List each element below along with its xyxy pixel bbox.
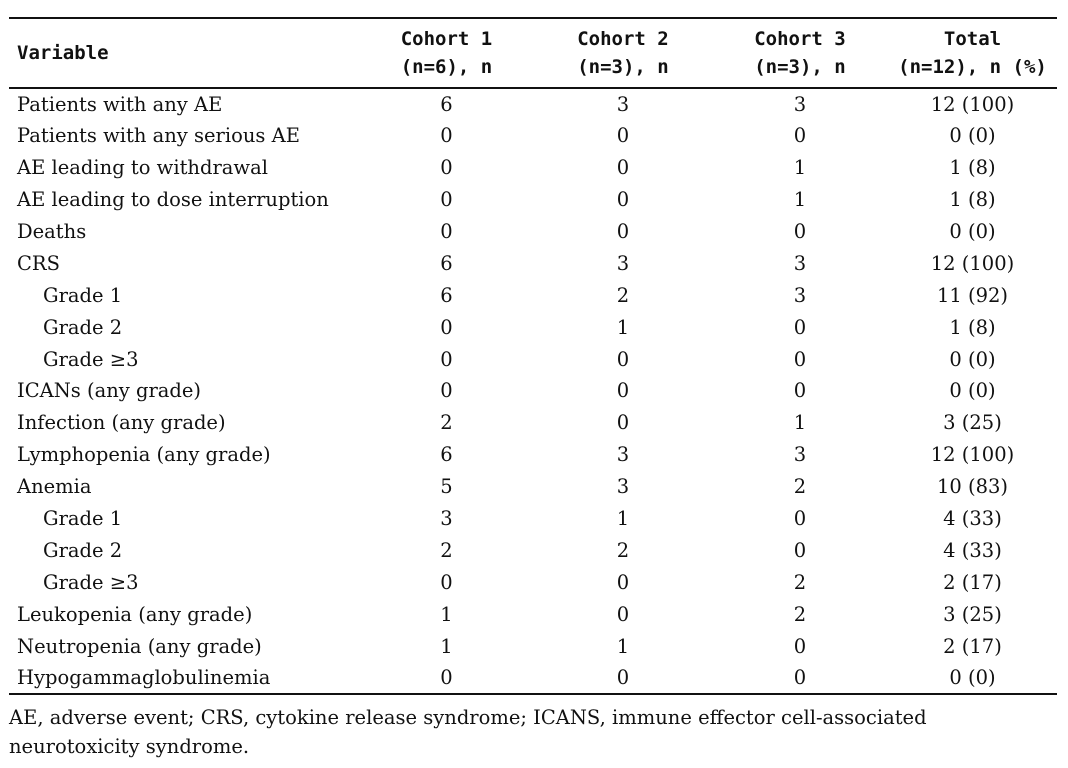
header-total-sub: (n=12), n (%) xyxy=(898,56,1047,78)
variable-cell: Grade ≥3 xyxy=(43,570,139,594)
header-cohort-3 xyxy=(712,18,888,88)
cohort-2-cell: 0 xyxy=(616,602,630,626)
cohort-3-cell: 0 xyxy=(793,634,807,658)
cohort-3-cell: 0 xyxy=(712,662,888,694)
cohort-1-cell: 0 xyxy=(440,347,453,371)
variable-cell: AE leading to dose interruption xyxy=(17,188,329,212)
cohort-2-cell: 0 xyxy=(616,570,630,594)
cohort-1-cell: 2 xyxy=(440,538,453,562)
cohort-3-cell: 3 xyxy=(793,443,807,467)
header-cohort-1 xyxy=(359,18,534,88)
variable-cell: Grade 2 xyxy=(43,538,123,562)
cohort-2-cell: 3 xyxy=(616,251,630,275)
cohort-1-cell: 0 xyxy=(440,124,453,148)
cohort-1-cell: 3 xyxy=(440,507,453,531)
variable-cell: Grade 1 xyxy=(43,507,123,531)
total-cell: 0 (0) xyxy=(949,379,996,403)
cohort-2-cell: 1 xyxy=(616,634,630,658)
cohort-2-cell: 0 xyxy=(616,156,630,180)
variable-cell: Hypogammaglobulinemia xyxy=(9,662,359,694)
cohort-3-cell: 3 xyxy=(793,251,807,275)
table-footnote: AE, adverse event; CRS, cytokine release syndrome; ICANS, immune effector cell-associated neurotoxicity syndrome. xyxy=(9,706,927,758)
cohort-3-cell: 2 xyxy=(793,602,807,626)
header-cohort-2-title: Cohort 2 xyxy=(577,28,669,50)
table-body xyxy=(9,88,1057,694)
cohort-1-cell: 0 xyxy=(440,315,453,339)
cohort-2-cell: 0 xyxy=(616,220,630,243)
header-cohort-2-sub: (n=3), n xyxy=(577,56,669,78)
cohort-1-cell: 6 xyxy=(440,443,453,467)
table-row xyxy=(9,566,1057,598)
table-row xyxy=(9,279,1057,311)
cohort-2-cell: 0 xyxy=(616,411,630,435)
cohort-2-cell: 3 xyxy=(616,443,630,467)
cohort-2-cell: 3 xyxy=(616,475,630,499)
variable-cell: AE leading to withdrawal xyxy=(17,156,268,180)
table-row xyxy=(9,247,1057,279)
cohort-3-cell: 0 xyxy=(793,315,807,339)
cohort-2-cell: 0 xyxy=(616,379,630,403)
variable-cell: Leukopenia (any grade) xyxy=(17,602,253,626)
cohort-1-cell: 0 xyxy=(440,220,453,243)
cohort-3-cell: 2 xyxy=(793,475,807,499)
header-row xyxy=(9,18,1057,88)
total-cell: 11 (92) xyxy=(936,283,1009,307)
cohort-3-cell: 1 xyxy=(793,411,807,435)
table-row xyxy=(9,311,1057,343)
cohort-1-cell: 0 xyxy=(440,379,453,403)
table-row xyxy=(9,184,1057,216)
table-row xyxy=(9,343,1057,375)
variable-cell: Grade 1 xyxy=(43,283,123,307)
cohort-3-cell: 2 xyxy=(793,570,807,594)
cohort-1-cell: 2 xyxy=(440,411,453,435)
cohort-1-cell: 6 xyxy=(440,283,453,307)
table-row xyxy=(9,120,1057,152)
variable-cell: CRS xyxy=(17,251,60,275)
cohort-2-cell: 2 xyxy=(616,538,630,562)
variable-cell: Grade 2 xyxy=(43,315,123,339)
cohort-2-cell: 1 xyxy=(616,507,630,531)
cohort-3-cell: 0 xyxy=(793,538,807,562)
total-cell: 0 (0) xyxy=(949,124,996,148)
table-row xyxy=(9,216,1057,248)
cohort-3-cell: 1 xyxy=(793,156,807,180)
header-total xyxy=(888,18,1057,88)
total-cell: 0 (0) xyxy=(949,347,996,371)
total-cell: 3 (25) xyxy=(943,602,1002,626)
cohort-1-cell: 0 xyxy=(440,188,453,212)
variable-cell: Patients with any serious AE xyxy=(17,124,300,148)
variable-cell: ICANs (any grade) xyxy=(17,379,202,403)
variable-cell: Grade ≥3 xyxy=(43,347,139,371)
cohort-1-cell: 1 xyxy=(440,602,453,626)
cohort-3-cell: 0 xyxy=(793,124,807,148)
variable-cell: Lymphopenia (any grade) xyxy=(17,443,271,467)
cohort-2-cell: 3 xyxy=(616,92,630,116)
header-cohort-2 xyxy=(534,18,712,88)
total-cell: 2 (17) xyxy=(943,634,1002,658)
total-cell: 1 (8) xyxy=(949,156,996,180)
cohort-1-cell: 0 xyxy=(440,156,453,180)
variable-cell: Patients with any AE xyxy=(17,92,223,116)
table-row xyxy=(9,439,1057,471)
table-row xyxy=(9,375,1057,407)
cohort-1-cell: 1 xyxy=(440,634,453,658)
header-cohort-1-title: Cohort 1 xyxy=(400,28,493,50)
table-row xyxy=(9,662,1057,694)
table-row xyxy=(9,407,1057,439)
header-variable-label: Variable xyxy=(17,42,109,64)
cohort-2-cell: 1 xyxy=(616,315,630,339)
total-cell: 3 (25) xyxy=(943,411,1002,435)
cohort-1-cell: 6 xyxy=(440,251,453,275)
table-row xyxy=(9,152,1057,184)
cohort-2-cell: 0 xyxy=(616,124,630,148)
adverse-events-table xyxy=(9,17,1057,695)
table-row xyxy=(9,471,1057,503)
table-header xyxy=(9,18,1057,88)
cohort-3-cell: 0 xyxy=(793,507,807,531)
total-cell: 2 (17) xyxy=(943,570,1002,594)
total-cell: 10 (83) xyxy=(936,475,1009,499)
variable-cell: Anemia xyxy=(17,475,92,499)
total-cell: 12 (100) xyxy=(930,92,1015,116)
cohort-3-cell: 3 xyxy=(793,92,807,116)
cohort-3-cell: 1 xyxy=(793,188,807,212)
total-cell: 4 (33) xyxy=(943,507,1002,531)
cohort-3-cell: 0 xyxy=(793,379,807,403)
header-total-title: Total xyxy=(943,28,1002,50)
cohort-3-cell: 0 xyxy=(793,347,807,371)
variable-cell: Neutropenia (any grade) xyxy=(17,634,262,658)
table-row xyxy=(9,88,1057,120)
total-cell: 4 (33) xyxy=(943,538,1002,562)
cohort-2-cell: 0 xyxy=(616,347,630,371)
cohort-2-cell: 0 xyxy=(534,662,712,694)
total-cell: 0 (0) xyxy=(888,662,1057,694)
table-row xyxy=(9,630,1057,662)
header-variable xyxy=(9,18,359,88)
header-cohort-1-sub: (n=6), n xyxy=(400,56,493,78)
total-cell: 12 (100) xyxy=(930,251,1015,275)
cohort-2-cell: 2 xyxy=(616,283,630,307)
header-cohort-3-title: Cohort 3 xyxy=(754,28,846,50)
cohort-1-cell: 5 xyxy=(440,475,453,499)
cohort-1-cell: 6 xyxy=(440,92,453,116)
total-cell: 1 (8) xyxy=(949,315,996,339)
variable-cell: Deaths xyxy=(17,220,87,243)
header-cohort-3-sub: (n=3), n xyxy=(754,56,846,78)
adverse-events-table-container xyxy=(9,17,1057,695)
table-row xyxy=(9,503,1057,535)
total-cell: 1 (8) xyxy=(949,188,996,212)
cohort-3-cell: 3 xyxy=(793,283,807,307)
cohort-1-cell: 0 xyxy=(440,570,453,594)
variable-cell: Infection (any grade) xyxy=(17,411,226,435)
table-row xyxy=(9,598,1057,630)
total-cell: 0 (0) xyxy=(949,220,996,243)
cohort-1-cell: 0 xyxy=(359,662,534,694)
total-cell: 12 (100) xyxy=(930,443,1015,467)
table-row xyxy=(9,534,1057,566)
cohort-2-cell: 0 xyxy=(616,188,630,212)
cohort-3-cell: 0 xyxy=(793,220,807,243)
